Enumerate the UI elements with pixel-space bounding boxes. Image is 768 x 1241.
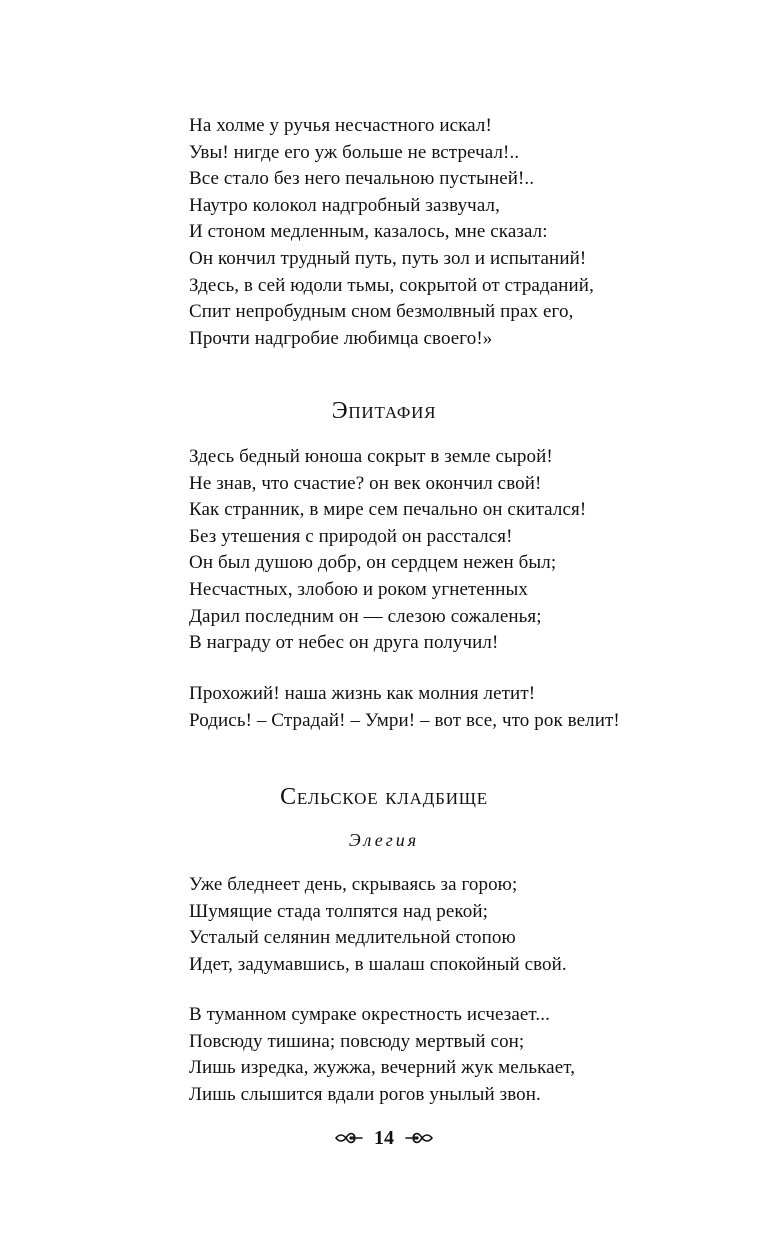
stanza-elegy-1	[189, 872, 567, 978]
page-folio	[0, 1125, 768, 1151]
stanza-intro	[189, 113, 594, 352]
heading-epitaph: Эпитафия	[331, 398, 437, 424]
stanza-epitaph-2	[189, 681, 620, 734]
heading-cemetery: Сельское кладбище	[280, 784, 488, 810]
poem-line: Лишь изредка, жужжа, вечерний жук мелькает,	[189, 1057, 576, 1079]
poem-line: Здесь бедный юноша сокрыт в земле сырой!	[189, 446, 553, 467]
poem-line: Усталый селянин медлительной стопою	[189, 927, 516, 949]
poem-line: Лишь слышится вдали рогов унылый звон.	[189, 1083, 541, 1105]
ornament-right-icon	[404, 1129, 434, 1147]
poem-line: В туманном сумраке окрестность исчезает...	[189, 1004, 550, 1025]
page-number: 14	[374, 1127, 394, 1149]
poem-line: Прочти надгробие любимца своего!»	[189, 327, 493, 349]
poem-line: Все стало без него печальною пустыней!..	[189, 168, 535, 190]
poem-line: Увы! нигде его уж больше не встречал!..	[189, 141, 520, 163]
poem-line: Прохожий! наша жизнь как молния летит!	[189, 683, 536, 704]
poem-line: В награду от небес он друга получил!	[189, 632, 499, 654]
poem-line: На холме у ручья несчастного искал!	[189, 115, 492, 136]
poem-line: Спит непробудным сном безмолвный прах его,	[189, 301, 574, 323]
poem-line: Дарил последним он — слезою сожаленья;	[189, 605, 542, 627]
poem-line: Несчастных, злобою и роком угнетенных	[189, 578, 528, 600]
poem-line: Шумящие стада толпятся над рекой;	[189, 900, 489, 922]
poem-line: Как странник, в мире сем печально он скитался!	[189, 499, 587, 521]
stanza-elegy-2	[189, 1002, 575, 1108]
poem-line: Идет, задумавшись, в шалаш спокойный свой.	[189, 953, 567, 975]
poem-line: Он кончил трудный путь, путь зол и испытаний!	[189, 247, 587, 269]
ornament-left-icon	[334, 1129, 364, 1147]
poem-line: Родись! – Страдай! – Умри! – вот все, что рок велит!	[189, 709, 620, 731]
poem-line: Наутро колокол надгробный зазвучал,	[189, 194, 500, 216]
poem-line: Он был душою добр, он сердцем нежен был;	[189, 552, 557, 574]
subheading-elegy: Элегия	[348, 830, 420, 850]
stanza-epitaph-1	[189, 444, 586, 657]
poem-line: Повсюду тишина; повсюду мертвый сон;	[189, 1030, 525, 1052]
poem-line: Без утешения с природой он расстался!	[189, 525, 513, 547]
poem-line: И стоном медленным, казалось, мне сказал:	[189, 221, 548, 243]
poem-line: Не знав, что счастие? он век окончил свой!	[189, 472, 542, 494]
poem-line: Уже бледнеет день, скрываясь за горою;	[189, 874, 518, 895]
poem-line: Здесь, в сей юдоли тьмы, сокрытой от страданий,	[189, 274, 594, 296]
